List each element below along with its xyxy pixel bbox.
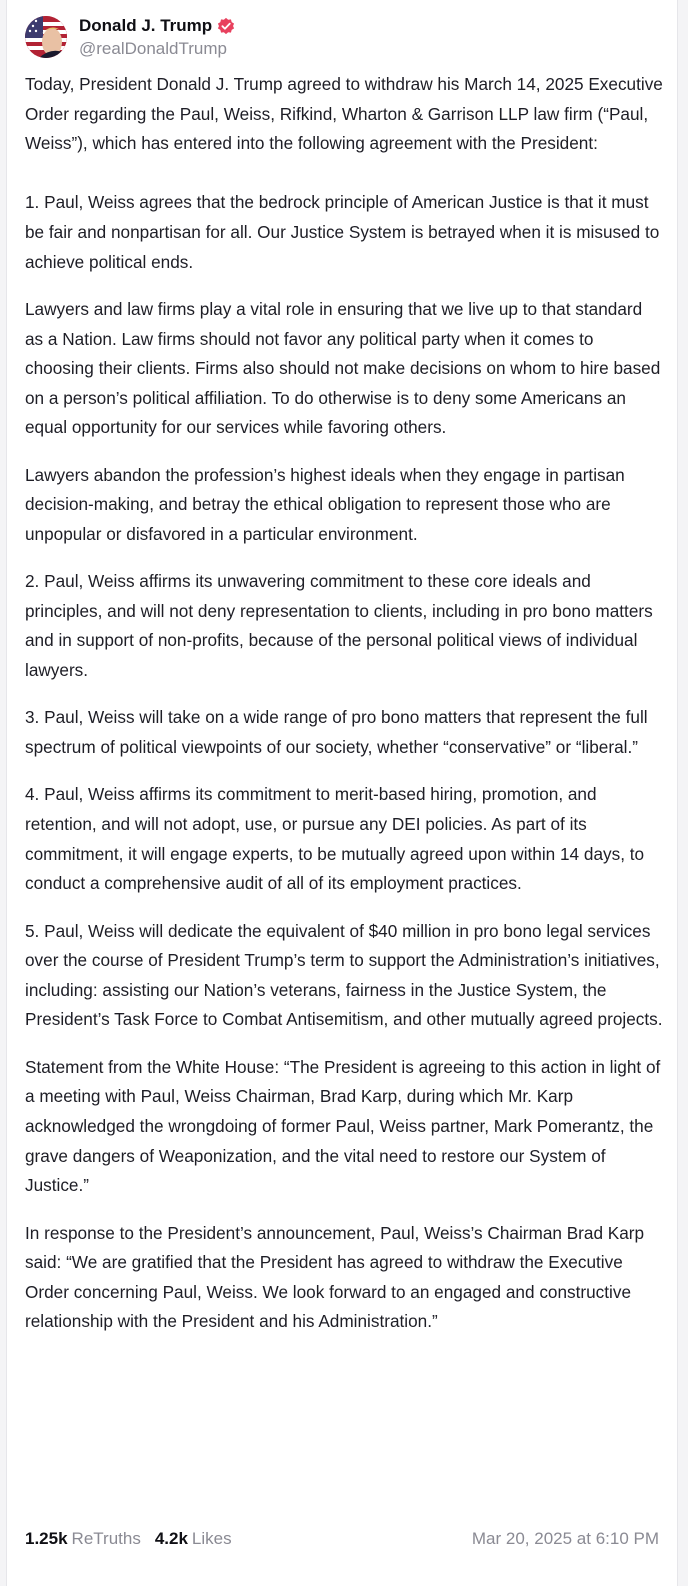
post-paragraph: 4. Paul, Weiss affirms its commitment to merit-based hiring, promotion, and retention, and will not adopt, use, or pursue any DEI policies. As part of its commitment, it will engage experts, to be mutually agreed upon within 14 days, to conduct a comprehensive audit of all of its employment practices. <box>25 784 645 894</box>
author-handle[interactable]: @realDonaldTrump <box>79 38 227 58</box>
avatar[interactable] <box>25 16 67 58</box>
retruths-label: ReTruths <box>71 1529 141 1548</box>
post-paragraph: Today, President Donald J. Trump agreed to withdraw his March 14, 2025 Executive Order regarding the Paul, Weiss, Rifkind, Wharton & Garrison LLP law firm (“Paul, Weiss”), which has entered into the following agreement with the President: <box>25 74 663 154</box>
verified-badge-icon <box>217 17 235 35</box>
likes-label: Likes <box>191 1529 232 1548</box>
post-paragraph: Statement from the White House: “The President is agreeing to this action in light of a meeting with Paul, Weiss Chairman, Brad Karp, during which Mr. Karp acknowledged the wrongdoing of former Paul, Weiss partner, Mark Pomerantz, the grave dangers of Weaponization, and the vital need to restore our System of Justice.” <box>25 1056 661 1196</box>
post-footer <box>25 1526 659 1552</box>
author-names <box>79 15 235 60</box>
likes-stat[interactable] <box>155 1529 232 1549</box>
likes-count: 4.2k <box>154 1529 188 1548</box>
retruths-stat[interactable] <box>25 1529 141 1549</box>
post-paragraph: 2. Paul, Weiss affirms its unwavering commitment to these core ideals and principles, and will not deny representation to clients, including in pro bono matters and in support of non-profits, because of the personal political views of individual lawyers. <box>25 571 653 681</box>
post-card <box>6 0 678 1586</box>
author-display-name[interactable]: Donald J. Trump <box>79 15 213 35</box>
post-paragraph: Lawyers abandon the profession’s highest ideals when they engage in partisan decision-making, and betray the ethical obligation to represent those who are unpopular or disfavored in a particular environment. <box>25 464 625 544</box>
post-paragraph: In response to the President’s announcement, Paul, Weiss’s Chairman Brad Karp said: “We are gratified that the President has agreed to withdraw the Executive Order concerning Paul, Weiss. We look forward to an engaged and constructive relationship with the President and his Administration.” <box>25 1222 645 1332</box>
post-paragraph: 3. Paul, Weiss will take on a wide range of pro bono matters that represent the full spectrum of political viewpoints of our society, whether “conservative” or “liberal.” <box>25 707 648 758</box>
avatar-image <box>25 16 67 58</box>
post-paragraph: Lawyers and law firms play a vital role in ensuring that we live up to that standard as a Nation. Law firms should not favor any political party when it comes to choosing their clients. Firms also should not make decisions on whom to hire based on a person’s political affiliation. To do otherwise is to deny some Americans an equal opportunity for our services while favoring others. <box>25 298 661 438</box>
retruths-count: 1.25k <box>25 1529 68 1548</box>
post-body <box>25 70 665 1355</box>
post-timestamp[interactable]: Mar 20, 2025 at 6:10 PM <box>471 1529 659 1548</box>
author-display-name-row <box>79 15 235 37</box>
post-paragraph: 5. Paul, Weiss will dedicate the equivalent of $40 million in pro bono legal services over the course of President Trump’s term to support the Administration’s initiatives, including: assisting our Nation’s veterans, fairness in the Justice System, the President’s Task Force to Combat Antisemitism, and other mutually agreed projects. <box>25 920 663 1030</box>
post-paragraph: 1. Paul, Weiss agrees that the bedrock principle of American Justice is that it must be fair and nonpartisan for all. Our Justice System is betrayed when it is misused to achieve political ends. <box>25 192 660 272</box>
post-header <box>25 14 235 60</box>
